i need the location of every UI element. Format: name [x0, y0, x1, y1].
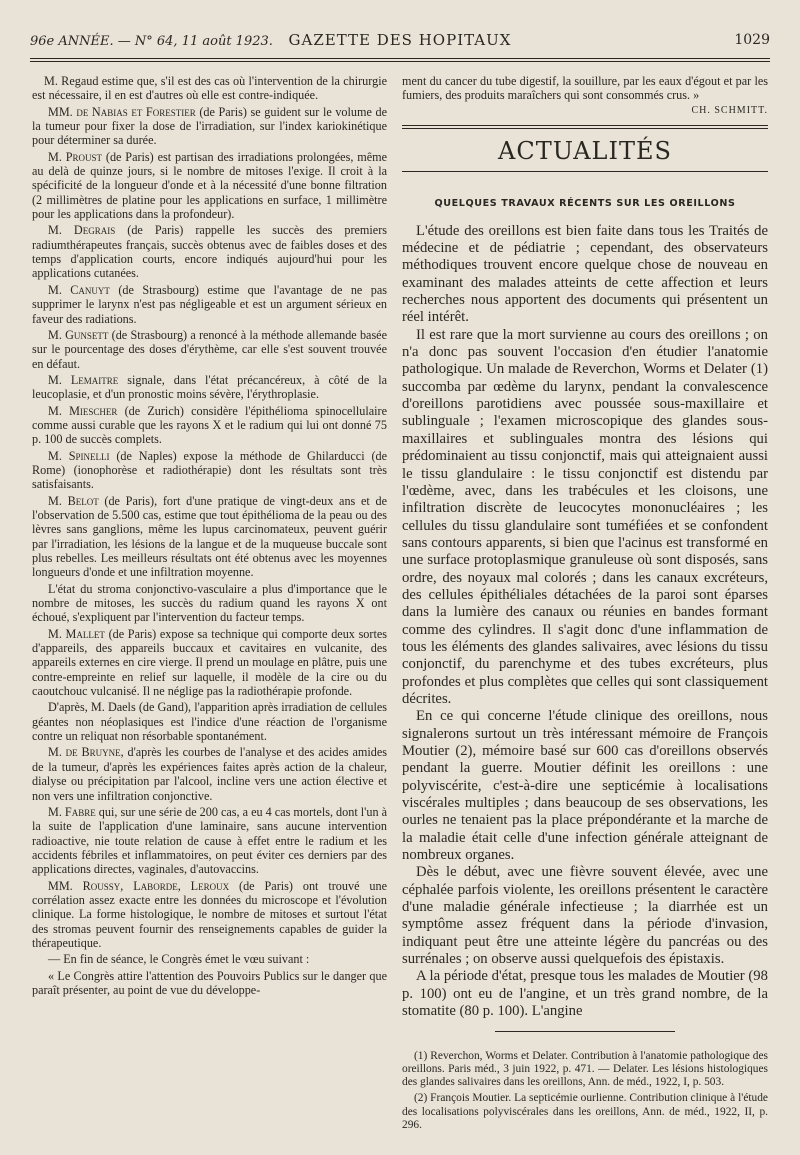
speaker-name: MM. de Nabias et Forestier [48, 104, 196, 119]
paragraph-text: D'après, M. Daels (de Gand), l'apparition après irradiation de cellules géantes non néoplasiques est l'indice d'une réaction de l'organisme contre un reliquat non résorbable spontanément. [32, 700, 387, 744]
left-paragraph [32, 223, 387, 280]
left-paragraph [32, 952, 387, 966]
paragraph-text: (de Strasbourg) estime que l'avantage de ne pas supprimer le larynx n'est pas négligeable et est un argument sérieux en faveur des radiations. [32, 282, 387, 326]
left-paragraph [32, 150, 387, 222]
speaker-name: M. Miescher [48, 403, 118, 418]
left-paragraph [32, 700, 387, 743]
page-number: 1029 [734, 32, 770, 48]
speaker-name: M. Belot [48, 493, 99, 508]
paragraph-text: (de Paris) rappelle les succès des premiers radiumthérapeutes français, succès obtenus avec de faibles doses et des temps d'application courts, encore indiqués aujourd'hui pour les applications cutanées. [32, 223, 387, 281]
speaker-name: MM. Roussy, Laborde, Leroux [48, 878, 230, 893]
paragraph-text: signale, dans l'état précancéreux, à côté de la leucoplasie, et d'un pronostic moins sévère, l'érythroplasie. [32, 372, 387, 402]
article-paragraph: Il est rare que la mort survienne au cours des oreillons ; on n'a donc pas souvent l'occasion d'en étudier l'anatomie pathologique. Un malade de Reverchon, Worms et Delater (1) succomba par œdème du larynx, pendant la convalescence d'oreillons parotidiens avec poussée sous-maxillaire et sublinguale ; l'examen microscopique des glandes sous-maxillaires et sublinguales montra des lésions qui prédominaient au tissu conjonctif, mais qui atteignaient aussi le tissu glandulaire : le tissu conjonctif est distendu par l'œdème, avec, dans les trabécules et les cloisons, une infiltration discrète de leucocytes mononucléaires ; les cellules du tissu glandulaire sont tuméfiées et se confondent sans contours apparents, si bien que l'acinus est transformé en une surface protoplasmique granuleuse où sont disposés, sans ordre, des noyaux mal colorés ; dans les canaux excréteurs, des cellules épithéliales détachées de la paroi sont éparses dans la lumière des canaux ou réunies en bandes formant comme des cylindres. Il s'agit donc d'une inflammation de tous les éléments des glandes salivaires, avec lésions du tissu conjonctif, du parenchyme et des tubes excréteurs, plus profondes et plus complètes que celles qui sont classiquement décrites. [402, 326, 768, 707]
left-paragraph [32, 627, 387, 699]
left-paragraph [32, 969, 387, 998]
footnote: (2) François Moutier. La septicémie ourlienne. Contribution clinique à l'étude des localisations polyviscérales dans les oreillons, Ann. de méd., 1922, II, p. 296. [402, 1092, 768, 1131]
article-ending [402, 74, 768, 116]
left-column [32, 74, 387, 999]
left-paragraph [32, 805, 387, 877]
paragraph-text: (de Paris) se guident sur le volume de la tumeur pour fixer la dose de l'irradiation, sur l'index kariokinétique pour déterminer sa durée. [32, 104, 388, 148]
paragraph-text: (de Paris), fort d'une pratique de vingt-deux ans et de l'observation de 5.500 cas, estime que tout épithélioma de la peau ou des lèvres sans ganglions, même les lupus carcinomateux, peuvent guérir par l'irradiation, les lésions de la langue et de la muqueuse buccale sont plus rebelles. Les meilleurs résultats ont été obtenus avec les moyennes longueurs d'onde et une infiltration moyenne. [32, 493, 387, 580]
section-title: ACTUALITÉS [498, 136, 672, 165]
issue-line: 96e ANNÉE. — N° 64, 11 août 1923. [30, 34, 273, 49]
article-paragraph: A la période d'état, presque tous les malades de Moutier (98 p. 100) ont eu de l'angine, et un très grand nombre, de la stomatite (80 p. 100). L'angine [402, 968, 768, 1020]
paragraph-text: (de Zurich) considère l'épithélioma spinocellulaire comme aussi curable que les rayons X et le radium qui lui ont donné 75 p. 100 de succès complets. [32, 403, 387, 447]
left-paragraph [32, 449, 387, 492]
speaker-name: M. Gunsett [48, 327, 109, 342]
left-paragraph [32, 105, 387, 148]
paragraph-text: L'état du stroma conjonctivo-vasculaire a plus d'importance que le nombre de mitoses, les succès du radium quand les rayons X ont échoué, s'expliquent par l'intervention du facteur temps. [32, 581, 387, 625]
page-header [30, 28, 770, 54]
left-paragraph [32, 328, 387, 371]
left-paragraph [32, 582, 387, 625]
paragraph-text: (de Paris) ont trouvé une corrélation assez exacte entre les données du microscope et l'évolution clinique. La forme histologique, le nombre de mitoses et surtout l'état des stromas peuvent fournir des renseignements capables de guider la thérapeutique. [32, 878, 388, 950]
article-subtitle: QUELQUES TRAVAUX RÉCENTS SUR LES OREILLONS [434, 197, 736, 209]
paragraph-text: d'après les courbes de l'analyse et des acides amides de la tumeur, d'après les expériences faites après action de la chaleur, dialyse ou précipitation par l'alcool, incline vers une action élective et non vers une infiltration conjonctive. [32, 745, 388, 803]
speaker-name: M. Degrais [48, 223, 116, 238]
paragraph-text: (de Paris) est partisan des irradiations prolongées, même au delà de quinze jours, si le nombre de mitoses l'exige. Il croit à la spécificité de la longueur d'onde et à la nécessité d'une bonne filtration (2 millimètres de platine pour les applications en surface, 1 millimètre pour les applications dans la profondeur). [32, 149, 388, 222]
left-paragraph [32, 879, 387, 951]
footnote: (1) Reverchon, Worms et Delater. Contribution à l'anatomie pathologique des oreillons. Paris méd., 3 juin 1922, p. 471. — Delater. Les lésions histologiques des glandes salivaires dans les oreillons, Ann. de méd., 1922, I, p. 503. [402, 1049, 768, 1089]
left-paragraph [32, 74, 387, 103]
paragraph-text: (de Paris) expose sa technique qui comporte deux sortes d'appareils, des appareils buccaux et cavitaires en vulcanite, des appareils externes en cire vierge. Il prend un moulage en plâtre, puis une contre-empreinte en relief sur laquelle, il modèle de la cire ou du caoutchouc vulcanisé. Il ne néglige pas la radiothérapie profonde. [32, 626, 388, 699]
left-paragraph [32, 745, 387, 802]
paragraph-text: (de Naples) expose la méthode de Ghilarducci (de Rome) (ionophorèse et radiothérapie) dont les résultats sont très satisfaisants. [32, 448, 388, 492]
left-paragraph [32, 283, 387, 326]
section-rule [402, 125, 768, 126]
footnotes [402, 1042, 768, 1133]
left-paragraph [32, 494, 387, 580]
journal-title: GAZETTE DES HOPITAUX [288, 31, 512, 49]
article-body [402, 223, 768, 1021]
left-paragraph [32, 404, 387, 447]
left-paragraph [32, 373, 387, 402]
header-rule [30, 58, 770, 59]
article-paragraph: En ce qui concerne l'étude clinique des oreillons, nous signalerons surtout un très intéressant mémoire de François Moutier (2), mémoire basé sur 600 cas d'oreillons observés pendant la guerre. Moutier définit les oreillons : une polyviscérite, c'est-à-dire une septicémie à localisations viscérales multiples ; dans beaucoup de ses observations, les ourles ne tenaient pas la place prépondérante et la marche de la maladie était celle d'une infection générale atteignant de nombreux organes. [402, 708, 768, 864]
paragraph-text: (de Strasbourg) a renoncé à la méthode allemande basée sur le pourcentage des doses d'érythème, car elle s'est souvent trouvée en défaut. [32, 327, 388, 371]
paragraph-text: « Le Congrès attire l'attention des Pouvoirs Publics sur le danger que paraît présenter, au point de vue du développe- [32, 968, 387, 997]
section-rule-double [402, 128, 768, 129]
speaker-name: M. Spinelli [48, 448, 110, 463]
speaker-name: M. Fabre [48, 804, 96, 819]
article-paragraph: L'étude des oreillons est bien faite dans tous les Traités de médecine et de pédiatrie ; cependant, des observateurs méthodiques trouvent encore quelque chose de nouveau en examinant des malades atteints de cette affection et leurs recherches nous apportent des documents qui présentent un réel intérêt. [402, 222, 768, 326]
section-title-rule [402, 171, 768, 172]
speaker-name: M. Canuyt [48, 282, 110, 297]
speaker-name: M. de Bruyne, [48, 745, 124, 760]
footnote-rule [495, 1031, 675, 1032]
speaker-name: M. Proust [48, 149, 103, 164]
signature: CH. SCHMITT. [691, 104, 768, 116]
paragraph-text: qui, sur une série de 200 cas, a eu 4 cas mortels, dont l'un à la suite de l'application d'une laminaire, sans aucune intervention radioactive, nie toute relation de cause à effet entre le radium et les accidents fébriles et inflammatoires, on peut éviter ces derniers par des applications directes, vaginales, d'autovaccins. [32, 804, 388, 877]
paragraph-text: M. Regaud estime que, s'il est des cas où l'intervention de la chirurgie est nécessaire, il en est d'autres où elle est contre-indiquée. [32, 74, 387, 103]
speaker-name: M. Lemaitre [48, 372, 119, 387]
speaker-name: M. Mallet [48, 626, 105, 641]
article-paragraph: Dès le début, avec une fièvre souvent élevée, avec une céphalée parfois violente, les oreillons présentent le caractère d'une maladie générale infectieuse ; la diarrhée est un symptôme assez fréquent dans la période d'invasion, indiquant peut être une atteinte légère du pancréas ou des surrénales ; on observe aussi quelquefois des épistaxis. [402, 864, 768, 968]
header-rule-double [30, 61, 770, 62]
paragraph-text: — En fin de séance, le Congrès émet le vœu suivant : [48, 952, 310, 967]
right-column [402, 74, 768, 1135]
article-ending-text: ment du cancer du tube digestif, la souillure, par les eaux d'égout et par les fumiers, des produits maraîchers qui sont consommés crus. » CH. SCHMITT. [402, 74, 768, 103]
